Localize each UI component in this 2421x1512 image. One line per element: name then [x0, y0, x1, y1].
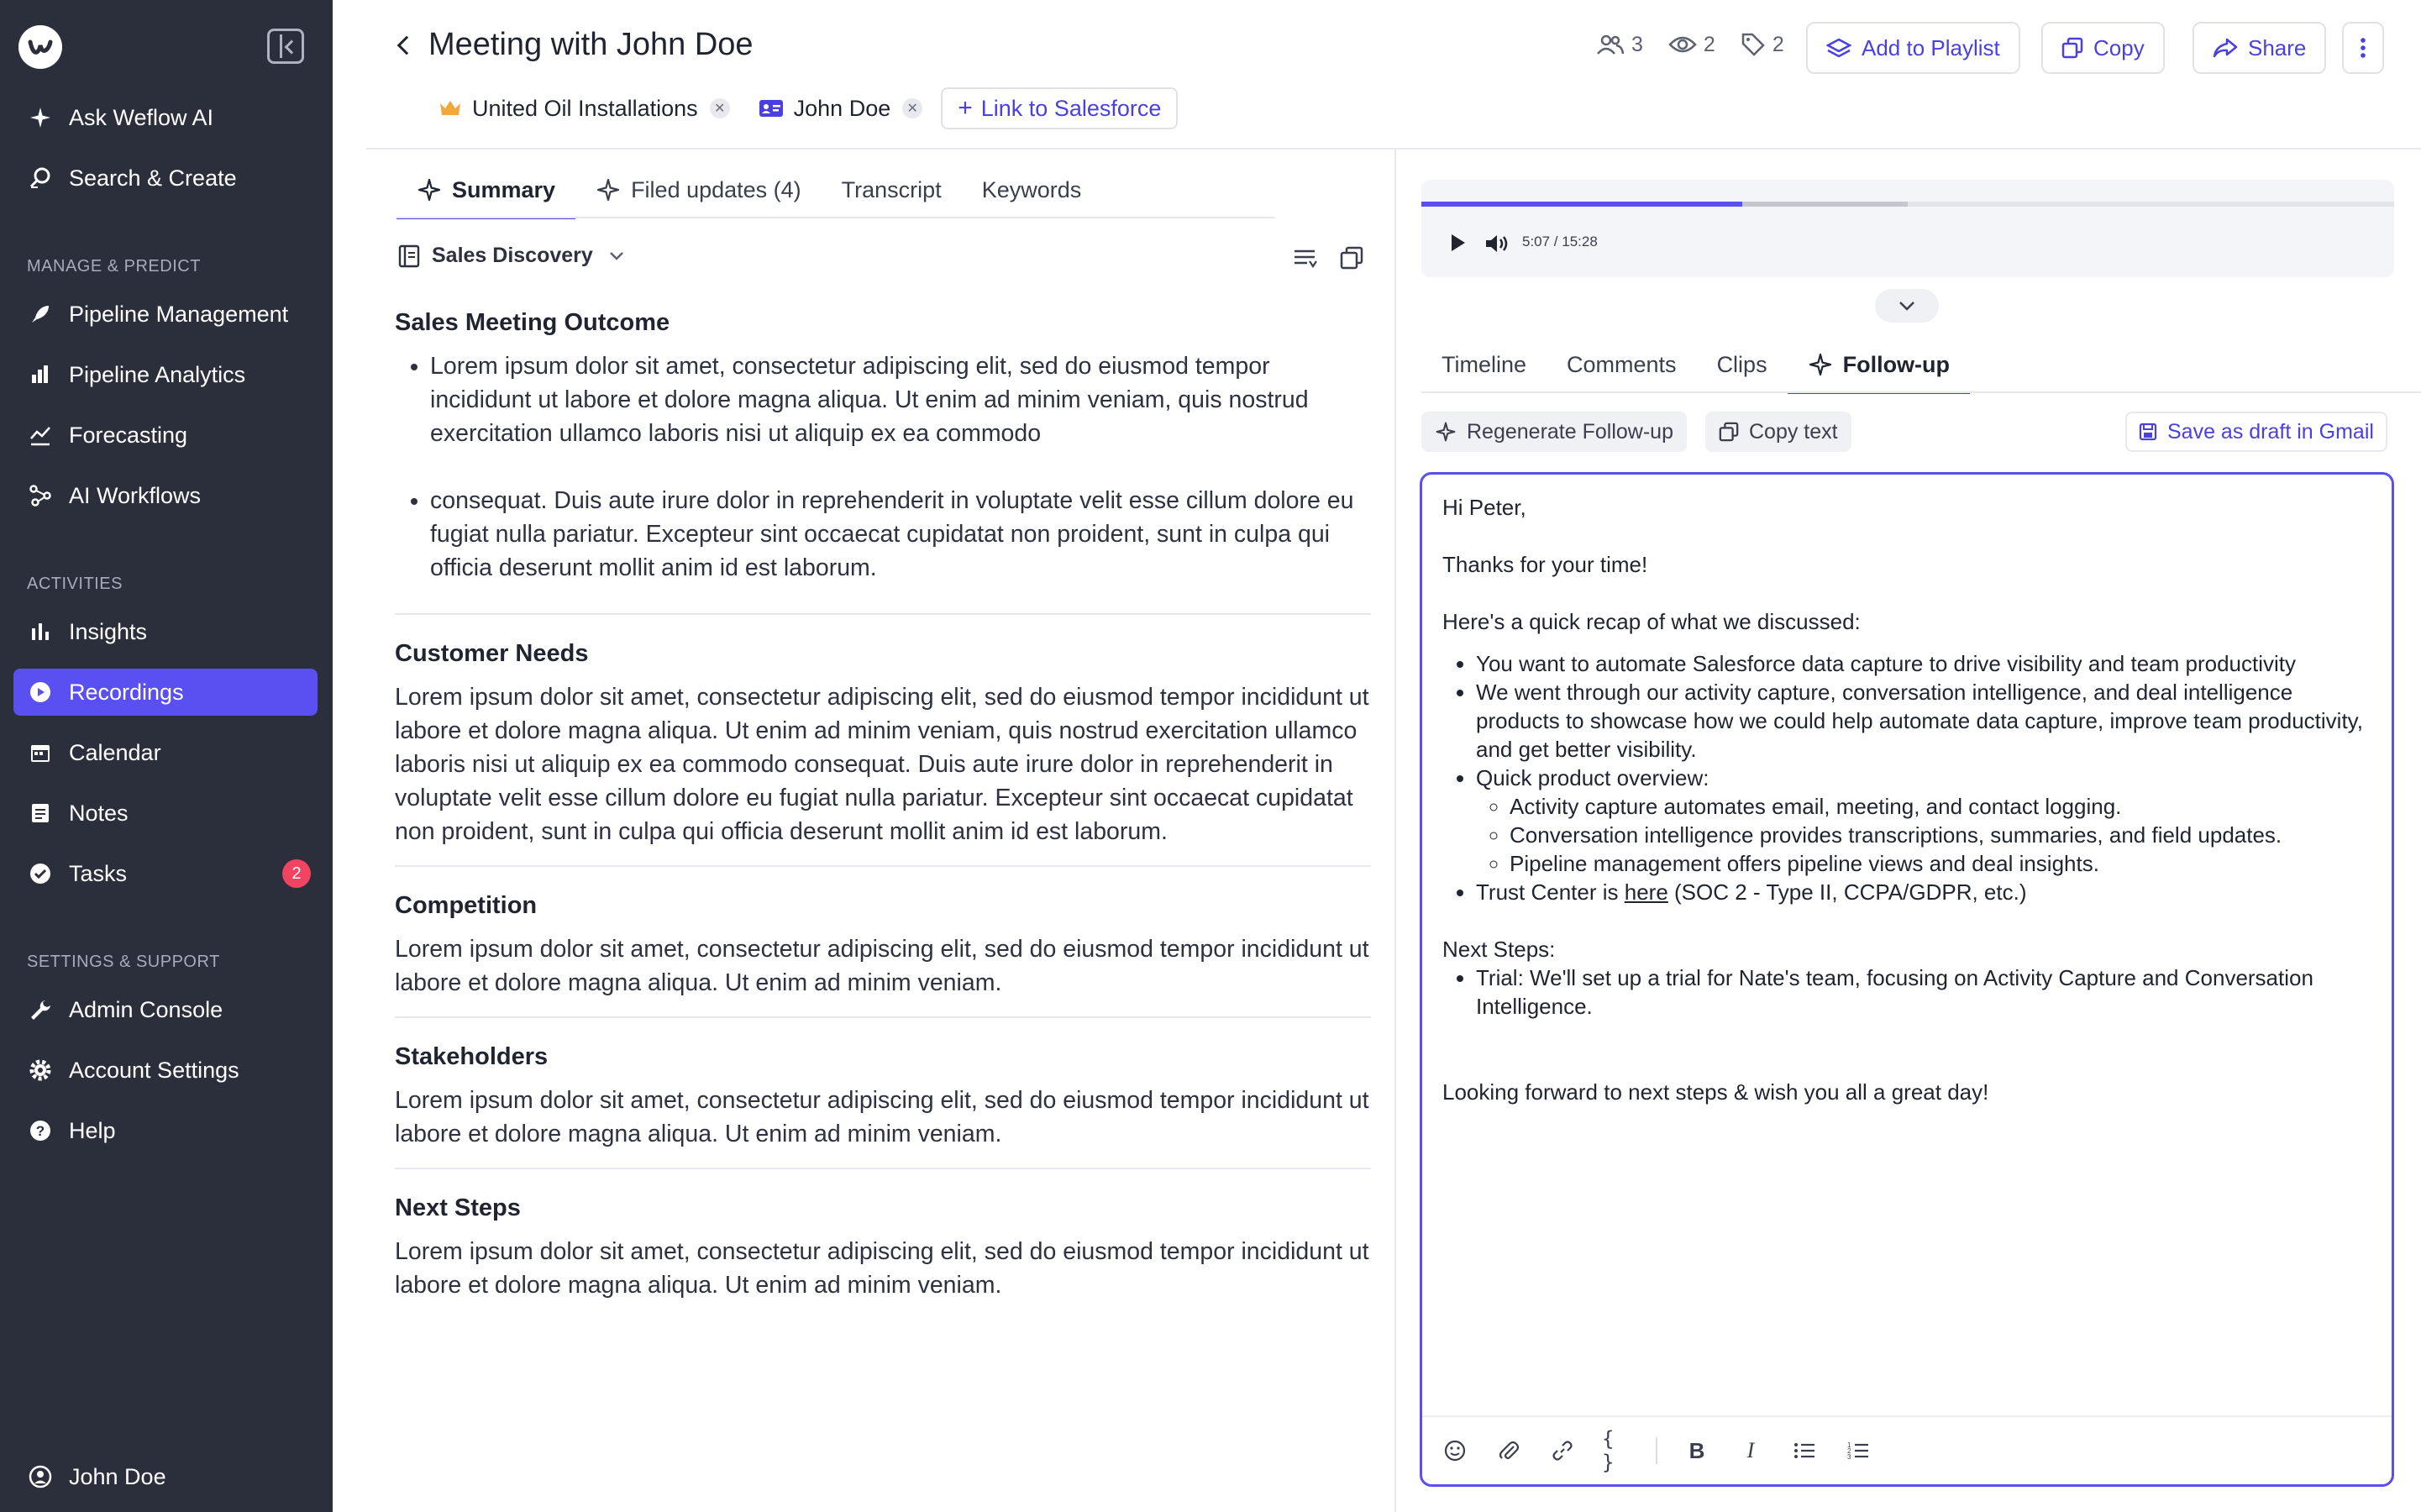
- trend-chart-icon: [27, 422, 54, 449]
- email-greeting: Hi Peter,: [1442, 495, 1526, 520]
- save-as-draft-gmail-button[interactable]: [2125, 412, 2387, 452]
- outcome-bullet: • Lorem ipsum dolor sit amet, consectetur adipiscing elit, sed do eiusmod tempor incididunt ut labore et dolore magna aliqua. Ut enim ad minim veniam, quis nostrud exercitation ullamco laboris nisi ut aliquip ex ea commodo: [430, 349, 1371, 450]
- italic-icon[interactable]: I: [1746, 1438, 1755, 1462]
- chevron-down-icon: [608, 250, 625, 262]
- layers-icon: [1826, 37, 1851, 59]
- tag-icon: [1741, 32, 1766, 57]
- follow-up-email-editor[interactable]: [1420, 472, 2394, 1487]
- nav-ai-workflows[interactable]: [13, 472, 318, 519]
- recap-item: [1476, 878, 2371, 906]
- svg-text:2: 2: [1847, 1447, 1851, 1455]
- participants-stat[interactable]: [1596, 32, 1643, 57]
- plus-icon: +: [958, 94, 973, 122]
- overview-item: ◦ Conversation intelligence provides transcriptions, summaries, and field updates.: [1510, 821, 2371, 849]
- tab-label: Follow-up: [1842, 351, 1951, 377]
- notes-icon: [27, 800, 54, 827]
- participants-count: 3: [1631, 32, 1643, 56]
- tabs-underline: [396, 217, 1275, 218]
- contact-name: John Doe: [793, 95, 891, 121]
- tab-transcript[interactable]: [822, 163, 962, 217]
- nav-label: AI Workflows: [69, 482, 202, 508]
- bar-chart-icon: [27, 361, 54, 388]
- sparkle-outline-icon: [1435, 421, 1457, 443]
- attachment-icon[interactable]: [1494, 1436, 1523, 1465]
- tab-clips[interactable]: [1697, 338, 1788, 391]
- section-heading: Competition: [395, 892, 538, 919]
- nav-search-create[interactable]: [13, 155, 318, 202]
- nav-label: Ask Weflow AI: [69, 104, 214, 130]
- save-draft-icon: [2139, 423, 2157, 441]
- contact-card-icon: [759, 98, 784, 118]
- nav-label: Forecasting: [69, 422, 188, 448]
- sidebar: [0, 0, 333, 1512]
- views-count: 2: [1703, 32, 1715, 56]
- template-name: Sales Discovery: [432, 244, 593, 267]
- summary-section-outcome: [395, 307, 1371, 615]
- expand-player-button[interactable]: [1875, 289, 1939, 323]
- section-heading: Sales Meeting Outcome: [395, 309, 670, 336]
- overview-item: ◦ Activity capture automates email, meeting, and contact logging.: [1510, 792, 2371, 821]
- crown-icon: [439, 98, 462, 118]
- nav-pipeline-management[interactable]: [13, 291, 318, 338]
- tabs-underline: [1421, 391, 2421, 393]
- remove-account-icon[interactable]: ✕: [710, 98, 730, 118]
- tab-label: Clips: [1716, 351, 1767, 377]
- section-heading: Next Steps: [395, 1194, 521, 1221]
- svg-text:3: 3: [1847, 1453, 1851, 1461]
- save-gmail-label: Save as draft in Gmail: [2167, 419, 2374, 444]
- progress-fill[interactable]: [1421, 202, 1742, 207]
- nav-label: Account Settings: [69, 1057, 239, 1083]
- nav-label: Insights: [69, 618, 148, 644]
- remove-contact-icon[interactable]: ✕: [902, 98, 922, 118]
- template-select[interactable]: [398, 244, 625, 268]
- tags-count: 2: [1772, 32, 1784, 56]
- nav-recordings[interactable]: [13, 669, 318, 716]
- weflow-logo-icon: [25, 32, 55, 62]
- summary-section-needs: [395, 638, 1371, 867]
- tags-stat[interactable]: [1741, 32, 1784, 57]
- regenerate-label: Regenerate Follow-up: [1467, 419, 1673, 444]
- recap-item: [1476, 764, 2371, 878]
- add-to-playlist-button[interactable]: [1806, 22, 2020, 74]
- tab-label: Timeline: [1442, 351, 1527, 377]
- nav-label: Pipeline Management: [69, 301, 289, 327]
- nav-admin-console[interactable]: [13, 986, 318, 1033]
- share-icon: [2213, 37, 2238, 59]
- nav-notes[interactable]: [13, 790, 318, 837]
- copy-icon: [1719, 422, 1739, 442]
- nav-label: Pipeline Analytics: [69, 361, 246, 387]
- add-to-playlist-label: Add to Playlist: [1862, 34, 2000, 60]
- code-braces-icon[interactable]: { }: [1602, 1427, 1615, 1474]
- email-recap-intro: Here's a quick recap of what we discussed:: [1442, 609, 1861, 634]
- trust-suffix: (SOC 2 - Type II, CCPA/GDPR, etc.): [1667, 879, 2027, 905]
- link-icon[interactable]: [1548, 1436, 1577, 1465]
- nav-account-settings[interactable]: [13, 1047, 318, 1094]
- audio-player: [1421, 180, 2394, 277]
- copy-label: Copy: [2093, 34, 2145, 60]
- meeting-links: [428, 87, 1178, 129]
- rocket-icon: [27, 301, 54, 328]
- nav-label: Search & Create: [69, 165, 237, 191]
- weflow-logo[interactable]: [18, 25, 62, 69]
- user-name: John Doe: [69, 1463, 166, 1489]
- nav-tasks[interactable]: [13, 850, 318, 897]
- summary-section-stakeholders: [395, 1042, 1371, 1169]
- next-steps-list: [1442, 963, 2371, 1021]
- summary-section-next-steps: [395, 1193, 1371, 1319]
- volume-icon[interactable]: [1484, 232, 1512, 260]
- sparkle-outline-icon: [596, 177, 621, 202]
- editor-toolbar: [1422, 1415, 2392, 1484]
- recap-item-text: Quick product overview:: [1476, 765, 1709, 790]
- regenerate-follow-up-button[interactable]: [1421, 412, 1687, 452]
- summary-tabs: [396, 163, 1101, 217]
- wrench-icon: [27, 996, 54, 1023]
- recap-list: [1442, 649, 2371, 906]
- playback-time: 5:07 / 15:28: [1522, 234, 1598, 249]
- toolbar-separator: [1656, 1437, 1657, 1464]
- play-circle-icon: [27, 679, 54, 706]
- tab-filed-updates[interactable]: [575, 163, 822, 217]
- nav-label: Calendar: [69, 739, 161, 765]
- panel-divider: [1394, 150, 1396, 1512]
- workflow-icon: [27, 482, 54, 509]
- share-label: Share: [2248, 34, 2307, 60]
- tab-comments[interactable]: [1547, 338, 1697, 391]
- copy-icon: [2061, 37, 2083, 59]
- nav-label: Tasks: [69, 860, 128, 886]
- copy-summary-icon[interactable]: [1339, 245, 1364, 270]
- nav-calendar[interactable]: [13, 729, 318, 776]
- nav-label: Recordings: [69, 679, 184, 705]
- bold-icon[interactable]: B: [1688, 1437, 1705, 1463]
- section-title-activities: ACTIVITIES: [27, 575, 123, 593]
- nav-help[interactable]: [13, 1107, 318, 1154]
- svg-text:?: ?: [35, 1123, 45, 1139]
- section-title-settings: SETTINGS & SUPPORT: [27, 953, 220, 971]
- copy-text-label: Copy text: [1749, 419, 1838, 444]
- product-overview-list: [1476, 792, 2371, 878]
- copy-text-button[interactable]: [1705, 412, 1851, 452]
- right-panel-tabs: [1421, 338, 1970, 391]
- search-plus-icon: [27, 165, 54, 192]
- views-stat[interactable]: [1668, 32, 1715, 57]
- email-body[interactable]: [1422, 475, 2392, 1153]
- link-to-salesforce-button[interactable]: [941, 87, 1178, 129]
- play-icon[interactable]: [1448, 232, 1468, 258]
- emoji-icon[interactable]: [1441, 1436, 1469, 1465]
- document-icon: [398, 244, 420, 268]
- svg-text:1: 1: [1847, 1441, 1851, 1449]
- recap-item: • We went through our activity capture, conversation intelligence, and deal intelligence products to showcase how we could help automate data capture, improve team productivity, and get better visibility.: [1476, 678, 2371, 764]
- meeting-stats: [1596, 32, 1784, 57]
- help-icon: [27, 1117, 54, 1144]
- share-button[interactable]: [2193, 22, 2326, 74]
- section-title-manage: MANAGE & PREDICT: [27, 257, 201, 276]
- sparkle-icon: [27, 104, 54, 131]
- tab-label: Summary: [452, 176, 556, 202]
- section-heading: Customer Needs: [395, 640, 589, 667]
- nav-label: Help: [69, 1117, 116, 1143]
- list-filter-icon[interactable]: [1292, 245, 1317, 270]
- trust-center-link[interactable]: here: [1624, 879, 1668, 905]
- section-heading: Stakeholders: [395, 1043, 549, 1070]
- trust-prefix: Trust Center is: [1476, 879, 1625, 905]
- gear-icon: [27, 1057, 54, 1084]
- overview-item: ◦ Pipeline management offers pipeline views and deal insights.: [1510, 849, 2371, 878]
- section-text: Lorem ipsum dolor sit amet, consectetur adipiscing elit, sed do eiusmod tempor incididunt ut labore et dolore magna aliqua. Ut enim ad minim veniam, quis nostrud exercitation ullamco laboris nisi ut aliquip ex ea commodo consequat. Duis aute irure dolor in reprehenderit in voluptate velit esse cillum dolore eu fugiat nulla pariatur. Excepteur sint occaecat cupidatat non proident, sunt in culpa qui officia deserunt mollit anim id est laborum.: [395, 684, 1369, 845]
- section-text: Lorem ipsum dolor sit amet, consectetur adipiscing elit, sed do eiusmod tempor incididunt ut labore et dolore magna aliqua. Ut enim ad minim veniam.: [395, 1087, 1369, 1147]
- email-thanks: Thanks for your time!: [1442, 552, 1648, 577]
- check-circle-icon: [27, 860, 54, 887]
- nav-label: Notes: [69, 800, 129, 826]
- nav-insights[interactable]: [13, 608, 318, 655]
- outcome-bullet: • consequat. Duis aute irure dolor in reprehenderit in voluptate velit esse cillum dolore eu fugiat nulla pariatur. Excepteur sint occaecat cupidatat non proident, sunt in culpa qui officia deserunt mollit anim id est laborum.: [430, 484, 1371, 585]
- recap-item: • You want to automate Salesforce data capture to drive visibility and team productivity: [1476, 649, 2371, 678]
- tab-label: Keywords: [981, 176, 1082, 202]
- meeting-summary: [395, 307, 1371, 1342]
- chevron-down-icon: [1898, 300, 1916, 312]
- section-text: Lorem ipsum dolor sit amet, consectetur adipiscing elit, sed do eiusmod tempor incididunt ut labore et dolore magna aliqua. Ut enim ad minim veniam.: [395, 936, 1369, 996]
- insights-icon: [27, 618, 54, 645]
- tab-label: Filed updates (4): [631, 176, 801, 202]
- page-title: Meeting with John Doe: [428, 27, 754, 62]
- copy-button[interactable]: [2041, 22, 2165, 74]
- sparkle-outline-icon: [417, 177, 442, 202]
- next-step-item: • Trial: We'll set up a trial for Nate's team, focusing on Activity Capture and Conversation Intelligence.: [1476, 963, 2371, 1021]
- user-icon: [27, 1463, 54, 1490]
- eye-icon: [1668, 34, 1697, 55]
- more-options-button[interactable]: [2342, 22, 2384, 74]
- link-salesforce-label: Link to Salesforce: [980, 95, 1162, 121]
- kebab-icon: [2361, 37, 2366, 59]
- section-text: Lorem ipsum dolor sit amet, consectetur adipiscing elit, sed do eiusmod tempor incididunt ut labore et dolore magna aliqua. Ut enim ad minim veniam.: [395, 1238, 1369, 1299]
- summary-section-competition: [395, 890, 1371, 1018]
- tab-label: Transcript: [841, 176, 942, 202]
- tasks-count-badge: 2: [282, 859, 311, 888]
- email-closing: Looking forward to next steps & wish you all a great day!: [1442, 1079, 1989, 1105]
- account-chip[interactable]: [428, 87, 740, 129]
- tab-summary[interactable]: [396, 163, 575, 217]
- tab-label: Comments: [1567, 351, 1677, 377]
- nav-ask-weflow-ai[interactable]: [13, 94, 318, 141]
- nav-forecasting[interactable]: [13, 412, 318, 459]
- header-divider: [366, 148, 2421, 150]
- calendar-icon: [27, 739, 54, 766]
- email-next-steps-title: Next Steps:: [1442, 937, 1556, 962]
- contact-chip[interactable]: [748, 87, 933, 129]
- account-name: United Oil Installations: [472, 95, 698, 121]
- nav-label: Admin Console: [69, 996, 223, 1022]
- tab-timeline[interactable]: [1421, 338, 1547, 391]
- tab-follow-up[interactable]: [1788, 338, 1970, 391]
- tab-keywords[interactable]: [962, 163, 1102, 217]
- numbered-list-icon[interactable]: [1844, 1436, 1872, 1465]
- user-profile[interactable]: [13, 1453, 166, 1500]
- nav-pipeline-analytics[interactable]: [13, 351, 318, 398]
- bullet-list-icon[interactable]: [1790, 1436, 1819, 1465]
- collapse-sidebar-button[interactable]: [267, 29, 304, 64]
- people-icon: [1596, 34, 1625, 55]
- sparkle-outline-icon: [1808, 352, 1833, 377]
